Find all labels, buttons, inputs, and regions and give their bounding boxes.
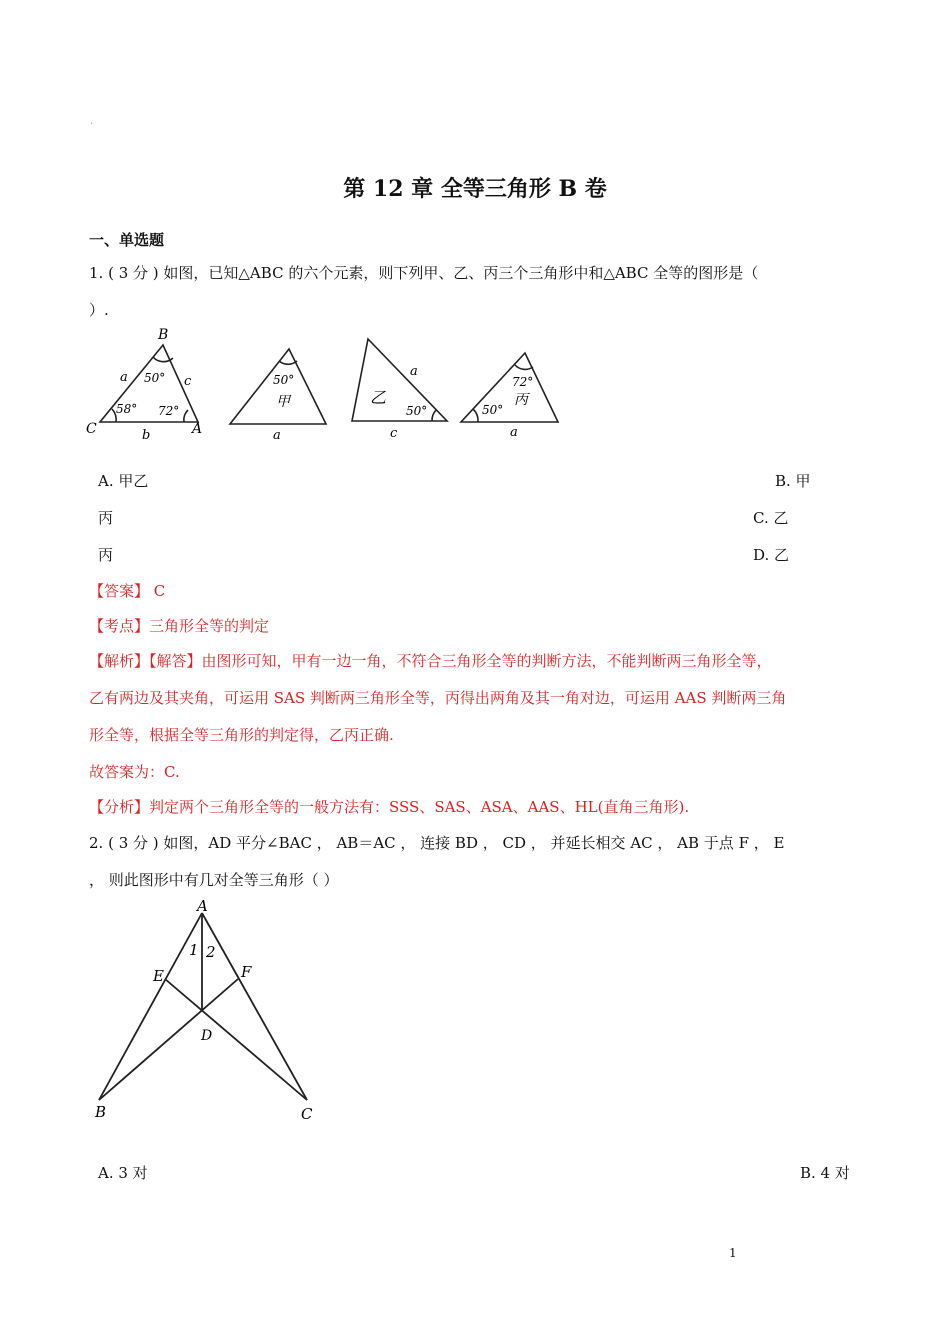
section-title: 一、单选题 (89, 231, 165, 249)
point-text: 三角形全等的判定 (149, 617, 270, 635)
page-title: 第 12 章 全等三角形 B 卷 (343, 176, 607, 202)
q1-option-b[interactable]: B. 甲 (775, 472, 811, 490)
analysis-line1 (89, 650, 772, 671)
abc-side-c: c (184, 374, 192, 389)
method-text: 判定两个三角形全等的一般方法有：SSS、SAS、ASA、AAS、HL(直角三角形). (149, 798, 690, 816)
q2-label-f: F (241, 963, 252, 981)
analysis-line2: 乙有两边及其夹角，可运用 SAS 判断两三角形全等，丙得出两角及其一角对边，可运用 AAS 判断两三角 (89, 689, 787, 707)
analysis-line3: 形全等，根据全等三角形的判定得，乙丙正确. (89, 726, 394, 744)
yi-name: 乙 (370, 388, 387, 407)
q2-figure (85, 895, 335, 1130)
answer-value: C (153, 582, 166, 600)
q2-label-b: B (95, 1103, 107, 1121)
header-mark: . (90, 116, 94, 127)
q1-figure (80, 325, 570, 445)
q1-option-a[interactable]: A. 甲乙 (98, 472, 149, 490)
yi-side1: a (410, 364, 418, 379)
abc-label-c: C (86, 421, 97, 437)
q2-stem-line1: 2. ( 3 分 ) 如图，AD 平分∠BAC ， AB＝AC ， 连接 BD ， CD ， 并延长相交 AC ， AB 于点 F ， E (89, 834, 785, 852)
q1-option-b-continued: 丙 (98, 509, 114, 527)
q2-label-e: E (153, 967, 164, 985)
answer-line (89, 580, 165, 601)
abc-angle-b: 50° (144, 371, 166, 385)
point-tag: 【考点】 (89, 617, 150, 635)
q1-option-d[interactable]: D. 乙 (753, 546, 790, 564)
method-tag: 【分析】 (89, 798, 150, 816)
q1-stem-line2: ）. (89, 301, 109, 319)
analysis-text-1: 由图形可知，甲有一边一角，不符合三角形全等的判断方法，不能判断两三角形全等， (201, 652, 772, 670)
q2-label-a: A (197, 897, 208, 915)
page-number: 1 (729, 1246, 737, 1260)
q2-angle-1: 1 (189, 941, 199, 959)
yi-angle: 50° (406, 404, 428, 418)
q2-stem-line2: ， 则此图形中有几对全等三角形（ ） (89, 871, 339, 889)
q1-option-c[interactable]: C. 乙 (753, 509, 789, 527)
conclusion-line: 故答案为：C. (89, 763, 180, 781)
abc-side-b: b (142, 428, 151, 443)
q1-stem-line1: 1. ( 3 分 ) 如图，已知△ABC 的六个元素，则下列甲、乙、丙三个三角形中和△ABC 全等的图形是（ (89, 264, 759, 282)
abc-angle-c: 58° (116, 402, 138, 416)
bing-angle-left: 50° (482, 403, 504, 417)
triangle-yi (352, 339, 447, 421)
q2-label-d: D (201, 1028, 213, 1044)
point-line (89, 615, 269, 636)
jia-name: 甲 (276, 394, 290, 410)
method-line (89, 796, 689, 817)
q2-angle-2: 2 (206, 943, 216, 961)
bing-angle-top: 72° (512, 375, 534, 389)
q2-label-c: C (301, 1105, 313, 1123)
triangle-bing (461, 353, 558, 422)
bing-name: 丙 (514, 392, 528, 408)
bing-side: a (510, 425, 518, 440)
jia-angle: 50° (273, 373, 295, 387)
jia-side: a (273, 428, 281, 443)
answer-tag: 【答案】 (89, 582, 150, 600)
q2-lines (99, 913, 307, 1100)
abc-label-b: B (158, 327, 169, 343)
q2-option-b[interactable]: B. 4 对 (800, 1164, 850, 1182)
abc-label-a: A (192, 421, 203, 437)
q2-option-a[interactable]: A. 3 对 (98, 1164, 148, 1182)
yi-side2: c (390, 426, 398, 441)
analysis-tag: 【解析】【解答】 (89, 652, 202, 670)
abc-side-a: a (120, 370, 128, 385)
abc-angle-a: 72° (158, 404, 180, 418)
q1-option-c-continued: 丙 (98, 546, 114, 564)
